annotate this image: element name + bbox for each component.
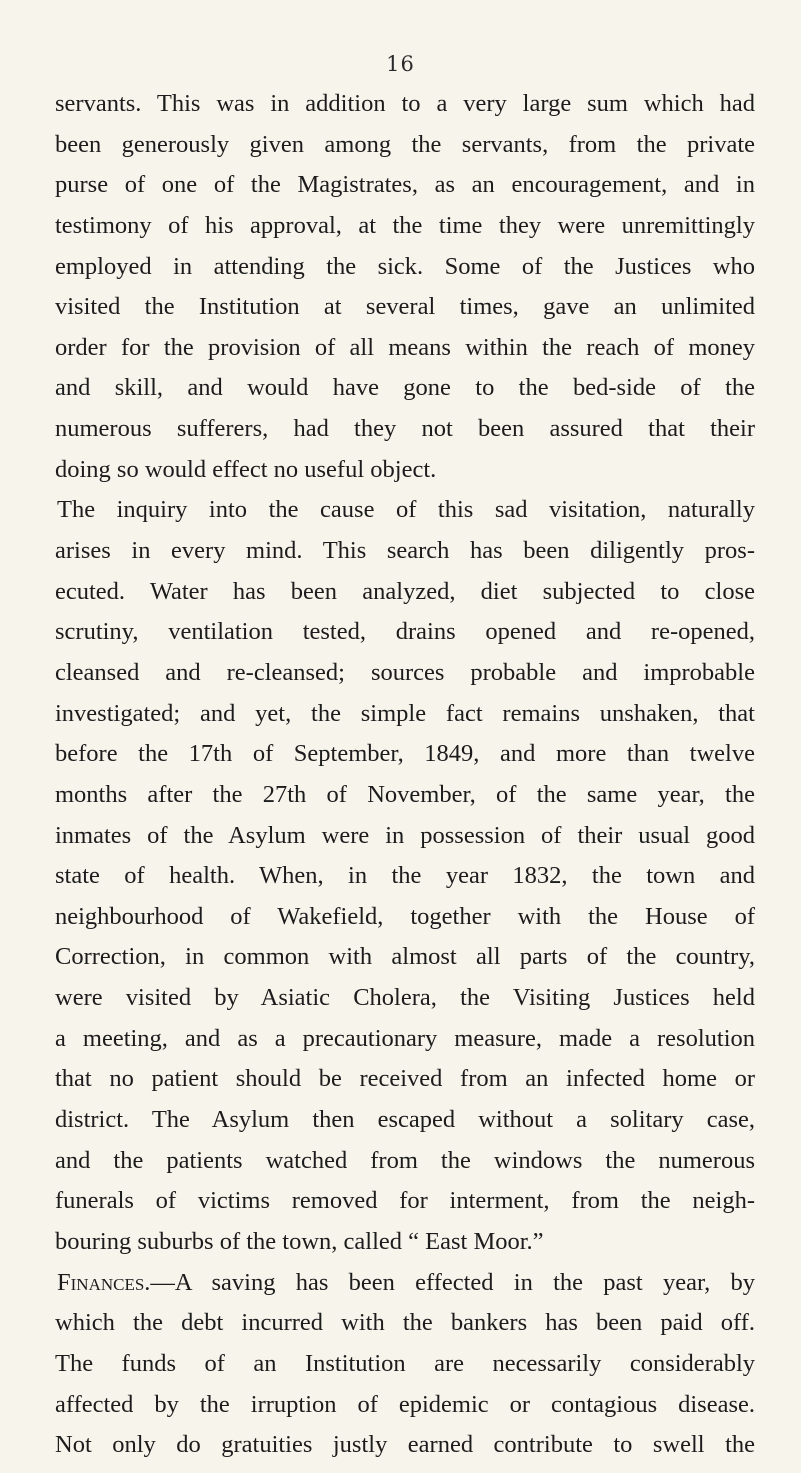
text-line: doing so would effect no useful object. [55,455,437,483]
text-line: The funds of an Institution are necessarily considerably [55,1349,755,1377]
text-line: were visited by Asiatic Cholera, the Visiting Justices held [55,984,755,1012]
text-line: been generously given among the servants, from the private [55,130,755,158]
body-text [55,84,755,1466]
text-line: months after the 27th of November, of the same year, the [55,780,755,808]
text-line: visited the Institution at several times, gave an unlimited [55,293,755,321]
text-line: affected by the irruption of epidemic or contagious disease. [55,1390,755,1418]
section-heading: Finances. [57,1268,151,1296]
text-line: Correction, in common with almost all parts of the country, [55,943,755,971]
text-line: testimony of his approval, at the time they were unremittingly [55,211,755,239]
text-line: employed in attending the sick. Some of the Justices who [55,252,755,280]
text-line: order for the provision of all means within the reach of money [55,333,755,361]
text-line: which the debt incurred with the bankers has been paid off. [55,1309,755,1337]
text-line: and the patients watched from the windows the numerous [55,1146,755,1174]
text-line: that no patient should be received from an infected home or [55,1065,755,1093]
text-line: bouring suburbs of the town, called “ East Moor.” [55,1227,544,1255]
text-line: and skill, and would have gone to the bed-side of the [55,374,755,402]
text-line: arises in every mind. This search has been diligently pros- [55,537,755,565]
text-line-rest: —A saving has been effected in the past year, by [150,1268,755,1296]
text-line: neighbourhood of Wakefield, together with the House of [55,902,755,930]
text-line: inmates of the Asylum were in possession of their usual good [55,821,755,849]
text-line: numerous sufferers, had they not been assured that their [55,415,755,443]
text-line: servants. This was in addition to a very large sum which had [55,90,755,117]
text-line: district. The Asylum then escaped without a solitary case, [55,1106,755,1134]
text-line: before the 17th of September, 1849, and more than twelve [55,740,755,768]
text-line: scrutiny, ventilation tested, drains opened and re-opened, [55,618,755,646]
text-line: purse of one of the Magistrates, as an encouragement, and in [55,171,755,199]
text-line: funerals of victims removed for interment, from the neigh- [55,1187,755,1215]
text-line-with-heading [55,1263,755,1304]
text-line: ecuted. Water has been analyzed, diet subjected to close [55,577,755,605]
page-number: 16 [386,52,415,76]
text-line: Not only do gratuities justly earned contribute to swell the [55,1431,755,1459]
text-line: cleansed and re-cleansed; sources probable and improbable [55,658,755,686]
text-line: a meeting, and as a precautionary measure, made a resolution [55,1024,755,1052]
text-line: investigated; and yet, the simple fact remains unshaken, that [55,699,755,727]
text-line: The inquiry into the cause of this sad visitation, naturally [57,496,755,524]
text-line: state of health. When, in the year 1832, the town and [55,862,755,890]
